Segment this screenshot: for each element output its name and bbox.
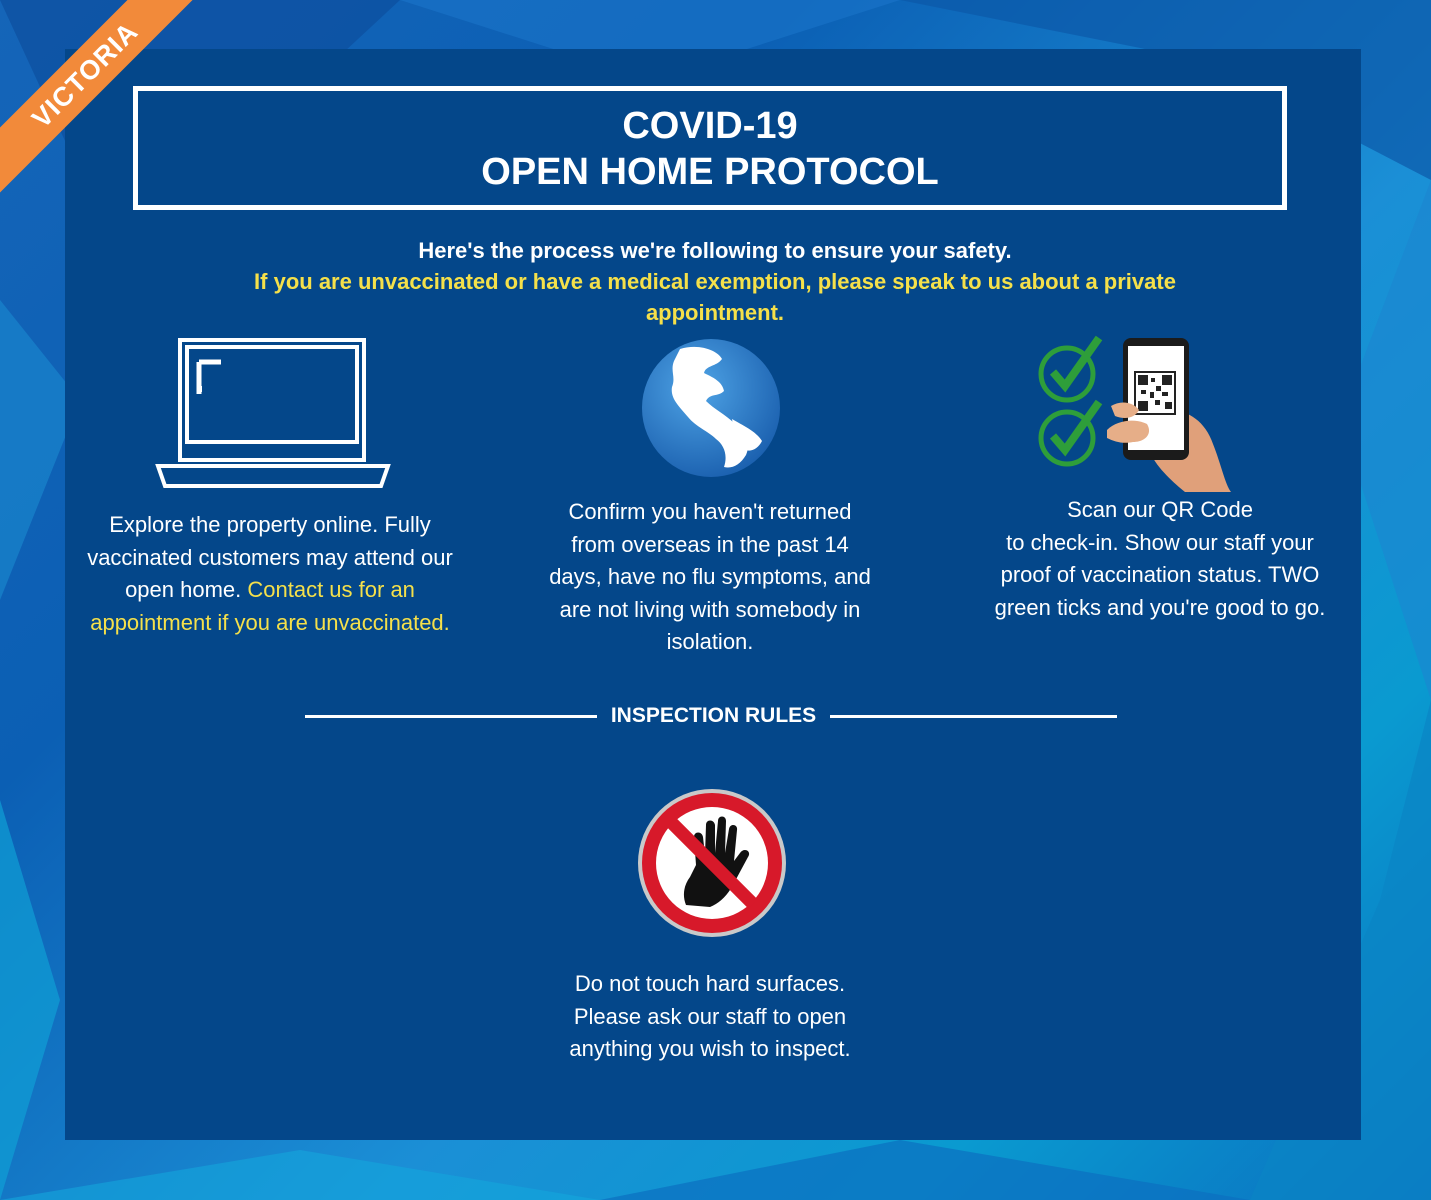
intro-text bbox=[185, 235, 1245, 328]
step-confirm-text: Confirm you haven't returned from overseas in the past 14 days, have no flu symptoms, and are not living with somebody in isolation. bbox=[549, 499, 871, 654]
green-tick-icon bbox=[1041, 338, 1099, 464]
laptop-icon bbox=[155, 336, 391, 491]
step-scan-heading: Scan our QR Code bbox=[1067, 497, 1253, 522]
step-scan-qr bbox=[980, 494, 1340, 624]
intro-safety-line: Here's the process we're following to ensure your safety. bbox=[418, 238, 1012, 263]
title-box bbox=[133, 86, 1287, 210]
title-line-1: COVID-19 bbox=[622, 105, 798, 147]
divider-right-line bbox=[830, 715, 1117, 718]
globe-icon bbox=[640, 337, 782, 479]
protocol-panel bbox=[65, 49, 1361, 1140]
region-badge bbox=[0, 0, 220, 220]
step-explore-highlight: Contact us for an appointment if you are unvaccinated. bbox=[90, 577, 450, 635]
step-explore-online bbox=[85, 509, 455, 639]
step-scan-text: to check-in. Show our staff your proof of vaccination status. TWO green ticks and you're good to go. bbox=[994, 529, 1326, 620]
inspection-rules-divider bbox=[305, 701, 1117, 731]
step-confirm-health bbox=[545, 496, 875, 659]
inspection-rules-heading: INSPECTION RULES bbox=[610, 704, 817, 727]
step-explore-text: Explore the property online. Fully vaccinated customers may attend our open home. bbox=[87, 512, 453, 602]
intro-unvaccinated-line: If you are unvaccinated or have a medical exemption, please speak to us about a private appointment. bbox=[254, 269, 1176, 325]
no-touch-icon bbox=[636, 787, 788, 939]
divider-left-line bbox=[305, 715, 597, 718]
region-badge-label: VICTORIA bbox=[0, 0, 218, 208]
title-line-2: OPEN HOME PROTOCOL bbox=[481, 151, 939, 193]
rule-no-touch-text: Do not touch hard surfaces. Please ask our staff to open anything you wish to inspect. bbox=[569, 971, 851, 1061]
qr-phone-icon bbox=[1035, 334, 1235, 492]
rule-no-touch bbox=[545, 968, 875, 1066]
